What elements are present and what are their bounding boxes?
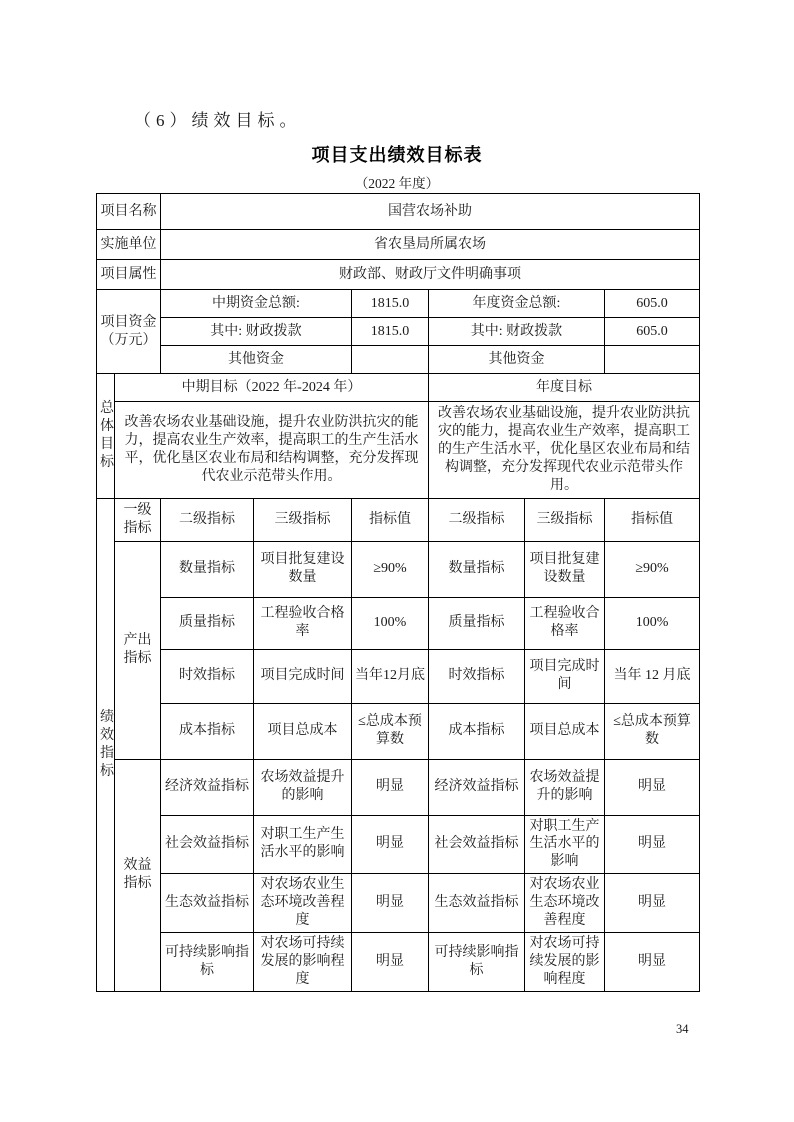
table-row [97, 194, 700, 230]
overall-goal-label: 总体目标 [97, 374, 115, 499]
indicator-value: 明显 [352, 874, 429, 933]
table-row [97, 290, 700, 318]
level1-indicator-header: 一级指标 [115, 498, 161, 541]
midterm-fiscal-label: 其中: 财政拨款 [161, 318, 352, 346]
annual-goal-text: 改善农场农业基础设施，提升农业防洪抗灾的能力，提高农业生产效率，提高职工的生产生活水平，优化垦区农业布局和结构调整，充分发挥现代农业示范带头作用。 [429, 402, 700, 499]
level1-benefit-indicator: 效益指标 [115, 759, 161, 991]
indicator-value-annual: 明显 [605, 932, 700, 991]
implementing-unit-value: 省农垦局所属农场 [161, 230, 700, 260]
indicator-value-annual: 100% [605, 597, 700, 649]
project-attribute-label: 项目属性 [97, 260, 161, 290]
level3-indicator-annual: 工程验收合格率 [525, 597, 605, 649]
page-number: 34 [676, 1022, 689, 1036]
level2-indicator-annual: 质量指标 [429, 597, 525, 649]
indicator-value-annual: ≥90% [605, 541, 700, 597]
level3-indicator-annual: 项目总成本 [525, 703, 605, 759]
indicator-value-annual: 当年 12 月底 [605, 649, 700, 703]
level3-indicator-annual: 项目批复建设数量 [525, 541, 605, 597]
level2-indicator-annual: 时效指标 [429, 649, 525, 703]
level3-indicator: 对农场农业生态环境改善程度 [254, 874, 352, 933]
level1-output-indicator: 产出指标 [115, 541, 161, 759]
table-title: 项目支出绩效目标表 [311, 145, 483, 165]
level2-indicator-annual: 经济效益指标 [429, 759, 525, 815]
level2-indicator: 数量指标 [161, 541, 254, 597]
level3-indicator: 对农场可持续发展的影响程度 [254, 932, 352, 991]
level2-indicator: 可持续影响指标 [161, 932, 254, 991]
indicator-value-header: 指标值 [352, 498, 429, 541]
annual-goal-header: 年度目标 [429, 374, 700, 402]
indicator-value: 明显 [352, 815, 429, 874]
table-row [97, 374, 700, 402]
annual-fiscal-label: 其中: 财政拨款 [429, 318, 605, 346]
table-row [97, 402, 700, 499]
project-funds-label: 项目资金（万元） [97, 290, 161, 374]
annual-fiscal-value: 605.0 [605, 318, 700, 346]
annual-total-label: 年度资金总额: [429, 290, 605, 318]
level3-indicator-annual: 对农场可持续发展的影响程度 [525, 932, 605, 991]
indicator-value: 明显 [352, 932, 429, 991]
project-name-label: 项目名称 [97, 194, 161, 230]
level3-indicator-annual: 农场效益提升的影响 [525, 759, 605, 815]
indicator-value-annual: ≤总成本预算数 [605, 703, 700, 759]
midterm-total-label: 中期资金总额: [161, 290, 352, 318]
level2-indicator-header: 二级指标 [161, 498, 254, 541]
midterm-other-value [352, 346, 429, 374]
midterm-goal-text: 改善农场农业基础设施，提升农业防洪抗灾的能力，提高农业生产效率，提高职工的生产生活水平，优化垦区农业布局和结构调整，充分发挥现代农业示范带头作用。 [115, 402, 429, 499]
table-row [97, 874, 700, 933]
level3-indicator-annual: 对农场农业生态环境改善程度 [525, 874, 605, 933]
indicator-value: 100% [352, 597, 429, 649]
level3-indicator-annual: 项目完成时间 [525, 649, 605, 703]
table-row [97, 815, 700, 874]
table-row [97, 346, 700, 374]
indicator-value: 明显 [352, 759, 429, 815]
table-row [97, 649, 700, 703]
indicator-value: ≥90% [352, 541, 429, 597]
level3-indicator: 项目完成时间 [254, 649, 352, 703]
level2-indicator: 质量指标 [161, 597, 254, 649]
section-heading: （6）绩效目标。 [134, 111, 302, 130]
level2-indicator-annual: 社会效益指标 [429, 815, 525, 874]
level2-indicator-annual: 数量指标 [429, 541, 525, 597]
indicator-value-annual: 明显 [605, 759, 700, 815]
annual-total-value: 605.0 [605, 290, 700, 318]
performance-target-table [96, 193, 700, 992]
level2-indicator-header-annual: 二级指标 [429, 498, 525, 541]
table-row [97, 541, 700, 597]
table-row [97, 318, 700, 346]
table-row [97, 230, 700, 260]
table-row [97, 498, 700, 541]
performance-indicator-label: 绩效指标 [97, 498, 115, 991]
level3-indicator: 对职工生产生活水平的影响 [254, 815, 352, 874]
level2-indicator-annual: 可持续影响指标 [429, 932, 525, 991]
midterm-goal-header: 中期目标（2022 年-2024 年） [115, 374, 429, 402]
table-row [97, 759, 700, 815]
indicator-value: 当年12月底 [352, 649, 429, 703]
level2-indicator-annual: 成本指标 [429, 703, 525, 759]
level2-indicator: 成本指标 [161, 703, 254, 759]
project-name-value: 国营农场补助 [161, 194, 700, 230]
level2-indicator: 时效指标 [161, 649, 254, 703]
indicator-value-annual: 明显 [605, 874, 700, 933]
level3-indicator: 项目总成本 [254, 703, 352, 759]
project-attribute-value: 财政部、财政厅文件明确事项 [161, 260, 700, 290]
midterm-fiscal-value: 1815.0 [352, 318, 429, 346]
table-row [97, 932, 700, 991]
annual-other-label: 其他资金 [429, 346, 605, 374]
level2-indicator-annual: 生态效益指标 [429, 874, 525, 933]
level3-indicator-annual: 对职工生产生活水平的影响 [525, 815, 605, 874]
level3-indicator-header-annual: 三级指标 [525, 498, 605, 541]
level3-indicator: 农场效益提升的影响 [254, 759, 352, 815]
annual-other-value [605, 346, 700, 374]
implementing-unit-label: 实施单位 [97, 230, 161, 260]
table-row [97, 260, 700, 290]
level2-indicator: 经济效益指标 [161, 759, 254, 815]
table-subtitle: （2022 年度） [354, 176, 440, 191]
table-row [97, 703, 700, 759]
midterm-other-label: 其他资金 [161, 346, 352, 374]
indicator-value: ≤总成本预算数 [352, 703, 429, 759]
level3-indicator-header: 三级指标 [254, 498, 352, 541]
table-row [97, 597, 700, 649]
indicator-value-annual: 明显 [605, 815, 700, 874]
level3-indicator: 项目批复建设数量 [254, 541, 352, 597]
level2-indicator: 社会效益指标 [161, 815, 254, 874]
indicator-value-header-annual: 指标值 [605, 498, 700, 541]
midterm-total-value: 1815.0 [352, 290, 429, 318]
level2-indicator: 生态效益指标 [161, 874, 254, 933]
level3-indicator: 工程验收合格率 [254, 597, 352, 649]
